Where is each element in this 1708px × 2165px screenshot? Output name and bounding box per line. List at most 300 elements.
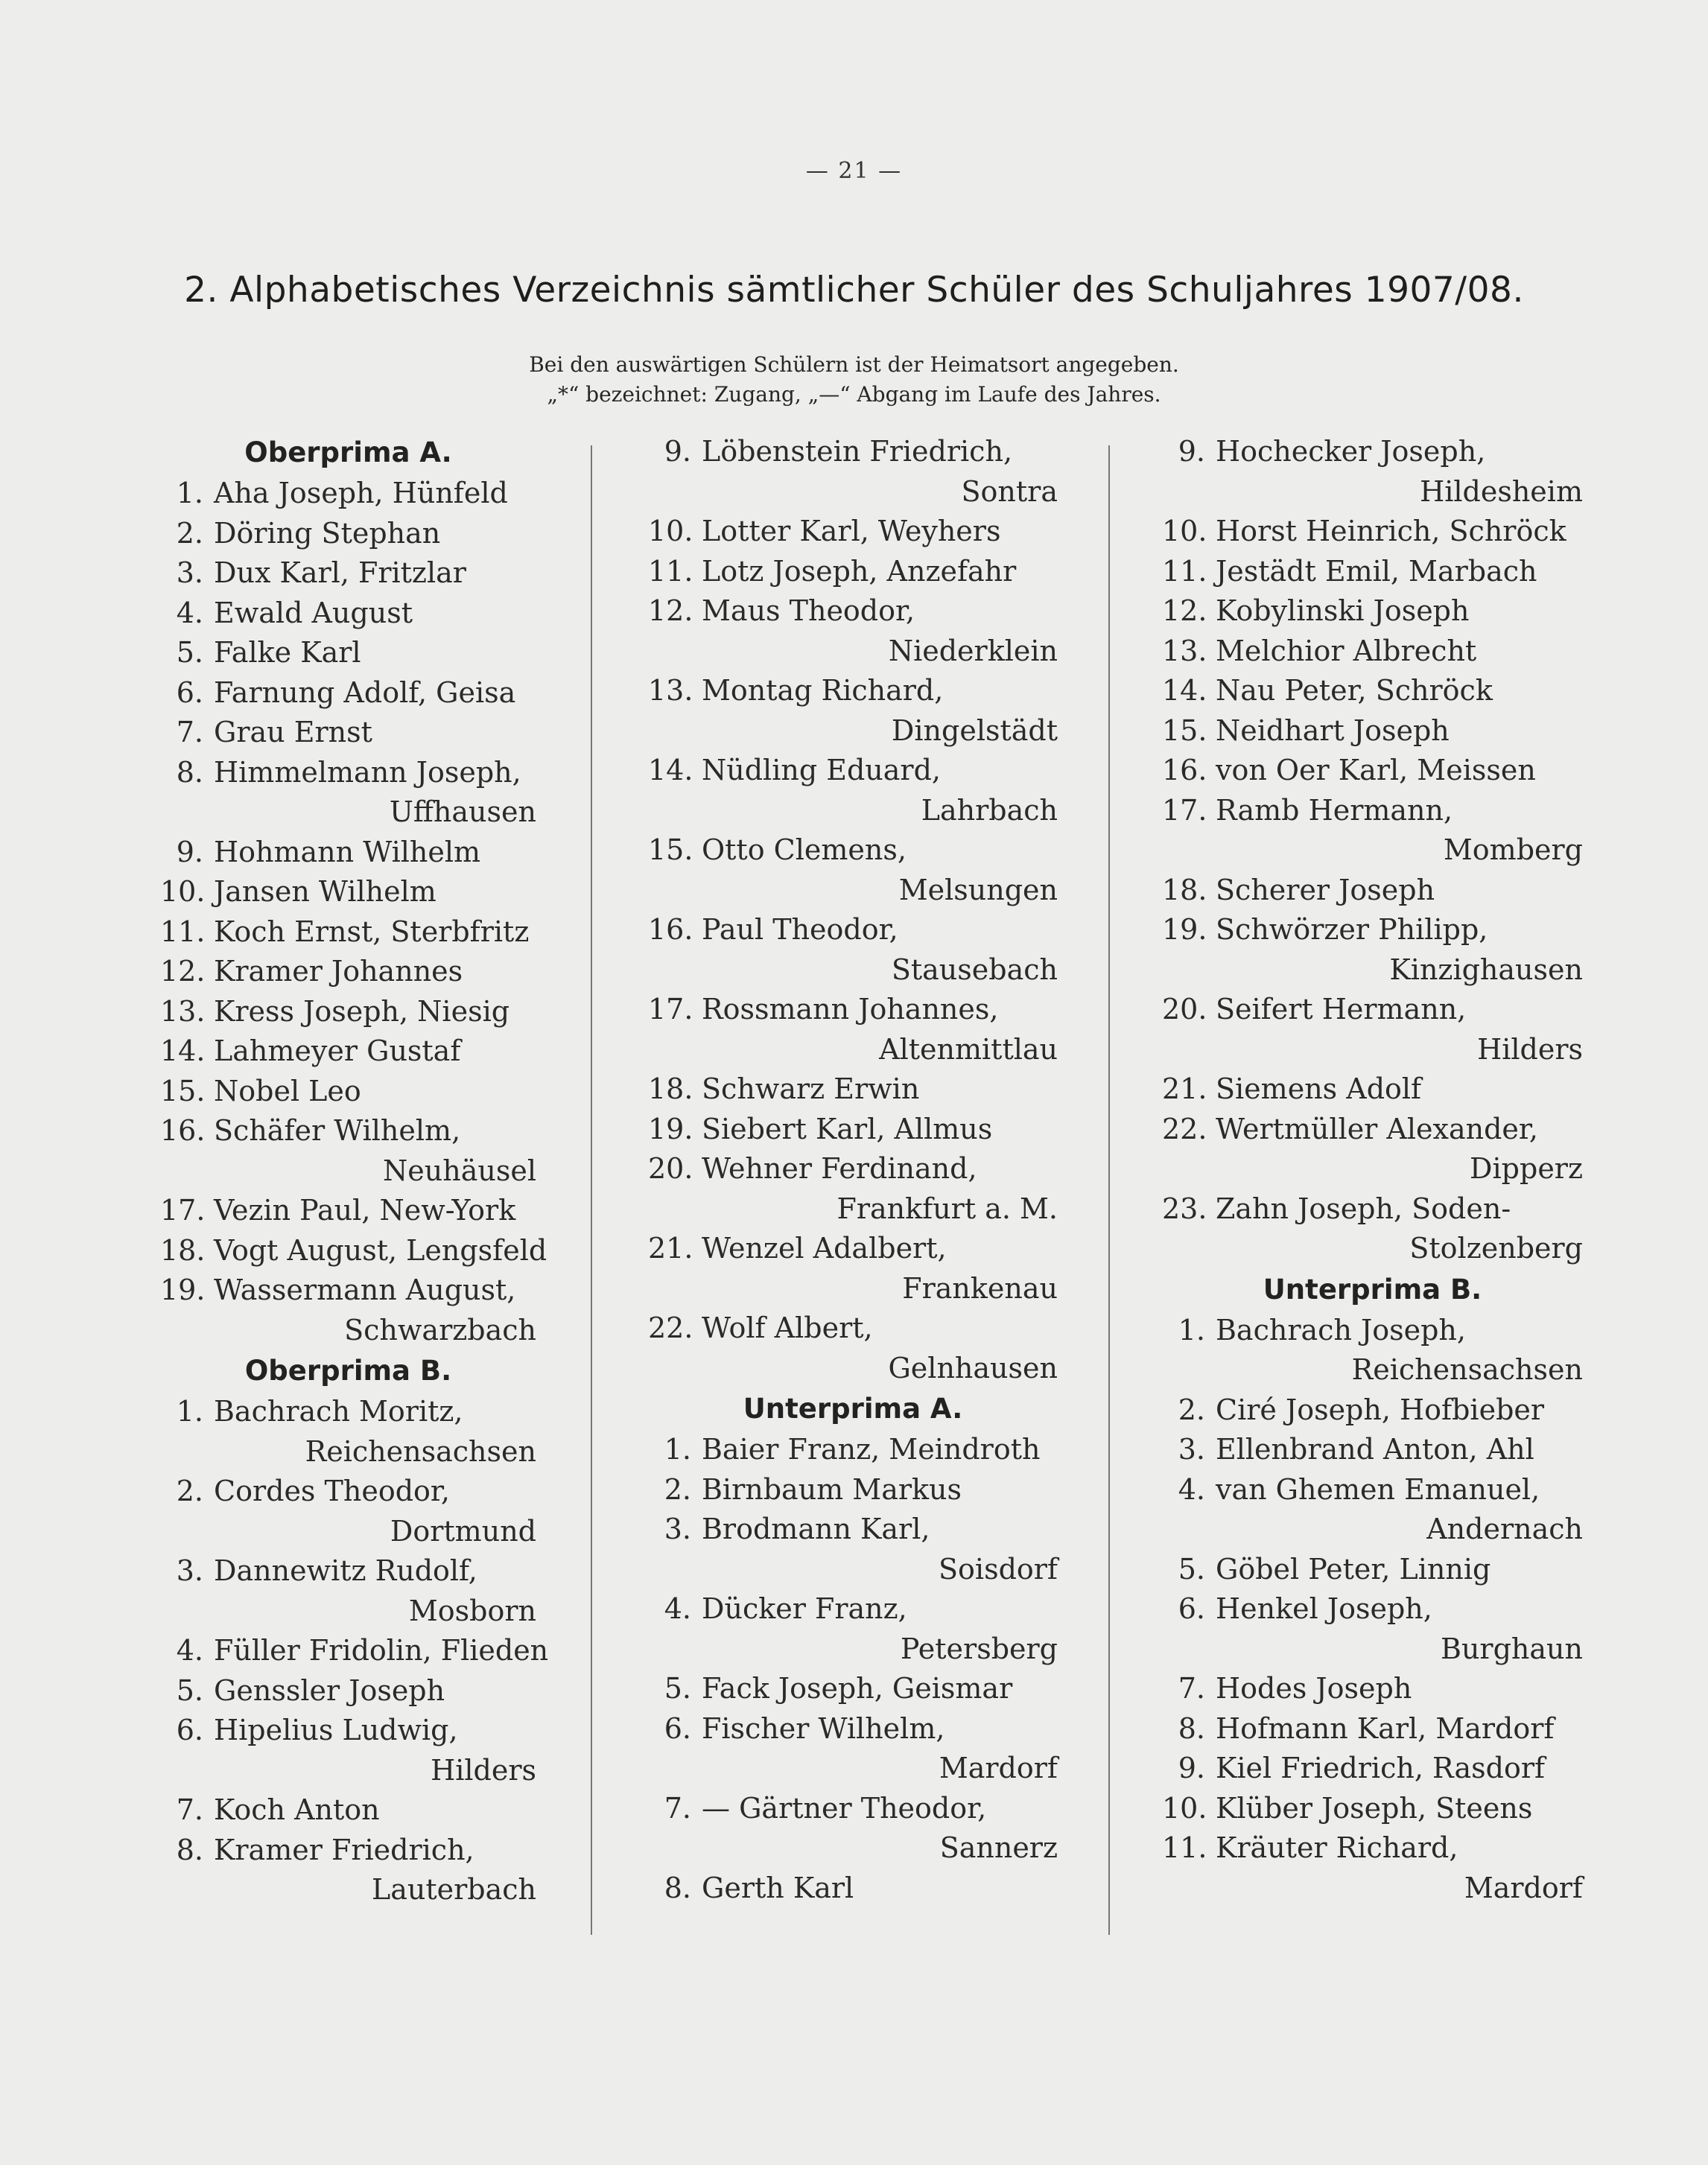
entry-number: 2. [664,1472,691,1506]
column-3 [1162,432,1583,1908]
student-name: Farnung Adolf, Geisa [214,675,516,709]
student-entry [648,1309,1058,1388]
entry-line [1162,1189,1583,1230]
student-entry [1162,432,1583,512]
student-hometown: Niederklein [888,634,1058,667]
student-hometown: Reichensachsen [1351,1353,1583,1386]
student-name: Wolf Albert, [702,1312,873,1344]
entry-number: 20. [1162,993,1207,1026]
student-entry [648,1470,1058,1510]
entry-number: 16. [648,913,693,946]
student-name: Grau Ernst [214,716,372,748]
entry-line [1162,1110,1583,1150]
entry-line [160,1472,536,1512]
student-entry [1162,1749,1583,1789]
student-name: Nobel Leo [214,1074,361,1107]
entry-line [1162,1550,1583,1590]
entry-number: 8. [176,755,203,789]
entry-line [648,1470,1058,1510]
entry-line [160,1790,536,1831]
entry-number: 9. [176,835,203,868]
student-hometown: Hilders [1477,1032,1583,1066]
entry-line [648,552,1058,592]
entry-number: 7. [176,716,203,748]
student-hometown: Frankfurt a. M. [836,1192,1058,1225]
student-hometown: Dortmund [390,1514,536,1548]
student-hometown: Sannerz [939,1831,1058,1864]
entry-line [160,1111,536,1151]
student-entry [160,1551,536,1631]
entry-line [1162,1311,1583,1351]
student-entry [1162,512,1583,552]
student-hometown: Soisdorf [939,1552,1058,1586]
entry-line [160,1831,536,1871]
entry-line [1162,512,1583,552]
entry-line [1162,990,1583,1030]
entry-line [1162,751,1583,791]
entry-line [648,1789,1058,1829]
entry-line [160,673,536,713]
entry-line [648,512,1058,552]
section [1162,432,1583,1269]
student-hometown: Dipperz [1470,1152,1583,1185]
entry-line [648,910,1058,950]
student-hometown: Uffhausen [389,795,536,828]
entry-line [648,1709,1058,1749]
entry-number: 18. [648,1072,693,1105]
student-name: Paul Theodor, [702,913,898,946]
student-name: Kräuter Richard, [1216,1831,1458,1864]
student-hometown: Dingelstädt [891,713,1058,747]
entry-number: 11. [648,554,693,588]
entry-number: 19. [1162,913,1207,946]
student-entry [648,1149,1058,1229]
entry-line [1162,671,1583,711]
student-entry [160,1231,547,1271]
student-hometown: Mosborn [408,1594,536,1627]
entry-line [1162,1749,1583,1789]
student-name: Wertmüller Alexander, [1216,1112,1538,1145]
page-number: — 21 — [805,158,903,184]
student-name: Gerth Karl [702,1871,854,1904]
student-entry [648,1510,1058,1589]
entry-number: 9. [664,435,691,468]
student-hometown: Reichensachsen [305,1434,536,1468]
entry-number: 7. [664,1791,691,1825]
entry-line [1162,1669,1583,1709]
student-name: Brodmann Karl, [702,1513,930,1545]
entry-number: 6. [176,1714,203,1746]
entry-line [1162,871,1583,911]
student-entry [160,1072,536,1112]
student-hometown: Momberg [1443,833,1583,866]
student-entry [1162,1069,1583,1110]
column-divider-left [591,445,592,1935]
entry-number: 17. [1162,793,1207,827]
student-hometown: Kinzighausen [1389,953,1583,986]
entry-number: 12. [160,955,206,988]
student-hometown: Petersberg [900,1632,1058,1665]
student-name: Koch Anton [214,1793,380,1826]
student-entry [160,1392,536,1472]
student-entry [1162,1709,1583,1749]
entry-line [160,594,536,634]
entry-line [1162,632,1583,672]
entry-number: 10. [160,875,206,908]
student-name: Dux Karl, Fritzlar [214,556,466,589]
student-name: Schwarz Erwin [702,1072,920,1105]
entry-number: 9. [1178,435,1205,468]
entry-number: 4. [176,1634,203,1667]
student-entry [1162,1470,1583,1550]
student-entry [1162,711,1583,751]
entry-number: 10. [1162,515,1207,547]
entry-line [648,671,1058,711]
student-entry [1162,591,1583,632]
entry-line [1162,1430,1583,1470]
student-name: Montag Richard, [702,674,944,707]
entry-number: 16. [160,1114,206,1147]
entry-number: 1. [1178,1313,1205,1347]
student-entry [160,952,536,992]
student-name: Hipelius Ludwig, [214,1714,458,1746]
student-entry [160,1271,536,1350]
student-entry [1162,1589,1583,1669]
entry-number: 5. [176,1673,203,1707]
entry-line [160,1711,536,1751]
entry-line [160,553,536,594]
student-entry [648,1430,1058,1470]
student-hometown: Hildesheim [1420,474,1583,508]
student-entry [160,514,536,554]
entry-number: 1. [176,477,203,509]
entry-line [648,1110,1058,1150]
entry-number: 10. [648,515,693,547]
student-name: Falke Karl [214,636,361,669]
student-entry [648,1229,1058,1309]
column-divider-right [1108,445,1110,1935]
entry-line [160,992,536,1032]
student-name: Göbel Peter, Linnig [1216,1552,1491,1586]
column-1 [160,432,549,1910]
student-entry [648,751,1058,830]
student-name: Scherer Joseph [1216,873,1435,906]
entry-number: 18. [160,1233,206,1267]
entry-line [160,1231,547,1271]
entry-number: 8. [176,1833,203,1866]
student-name: — Gärtner Theodor, [702,1791,987,1825]
student-entry [648,512,1058,552]
student-name: Birnbaum Markus [702,1472,962,1506]
student-name: Ciré Joseph, Hofbieber [1216,1393,1545,1426]
entry-line [648,1430,1058,1470]
student-entry [1162,671,1583,711]
student-name: Lotz Joseph, Anzefahr [702,554,1017,588]
student-entry [160,992,536,1032]
entry-number: 2. [176,516,203,550]
entry-line [1162,1789,1583,1829]
student-hometown: Schwarzbach [344,1313,536,1347]
student-entry [1162,1550,1583,1590]
student-hometown: Burghaun [1441,1632,1583,1665]
entry-number: 18. [1162,873,1207,906]
student-name: Baier Franz, Meindroth [702,1433,1041,1466]
entry-number: 21. [648,1232,693,1265]
entry-number: 14. [1162,674,1207,707]
student-entry [648,1110,1058,1150]
student-entry [1162,1789,1583,1829]
student-name: Vogt August, Lengsfeld [214,1233,547,1267]
entry-number: 14. [160,1034,206,1067]
student-entry [648,1709,1058,1789]
student-name: Klüber Joseph, Steens [1216,1791,1533,1825]
student-entry [1162,552,1583,592]
student-entry [1162,1828,1583,1908]
student-name: Füller Fridolin, Flieden [214,1634,549,1667]
entry-line [160,713,536,753]
student-name: Maus Theodor, [702,594,915,627]
page-title: 2. Alphabetisches Verzeichnis sämtlicher Schüler des Schuljahres 1907/08. [184,270,1524,311]
student-hometown: Sontra [961,474,1058,508]
student-entry [160,1111,536,1191]
student-name: Hohmann Wilhelm [214,835,481,868]
student-name: Koch Ernst, Sterbfritz [214,915,530,948]
student-entry [160,1472,536,1551]
entry-line [160,912,536,953]
student-name: von Oer Karl, Meissen [1216,754,1536,786]
student-name: Döring Stephan [214,516,441,550]
section [1162,1269,1583,1909]
entry-number: 17. [648,993,693,1026]
student-entry [160,713,536,753]
entry-number: 6. [176,675,203,709]
student-name: Wenzel Adalbert, [702,1232,947,1265]
student-entry [160,1711,536,1790]
entry-number: 15. [648,833,693,866]
entry-line [648,1229,1058,1269]
entry-number: 19. [160,1274,206,1306]
student-name: Dannewitz Rudolf, [214,1554,477,1587]
entry-number: 11. [160,915,206,948]
student-name: Schäfer Wilhelm, [214,1114,461,1147]
student-entry [160,1671,536,1711]
student-hometown: Gelnhausen [888,1351,1058,1384]
entry-number: 13. [160,994,206,1028]
student-hometown: Mardorf [1464,1871,1583,1904]
entry-line [1162,432,1583,472]
entry-number: 10. [1162,1791,1207,1825]
student-entry [1162,1669,1583,1709]
student-entry [1162,910,1583,990]
entry-line [1162,910,1583,950]
student-entry [160,1831,536,1910]
student-entry [1162,1311,1583,1390]
entry-line [648,432,1058,472]
student-name: Kobylinski Joseph [1216,594,1470,627]
entry-line [160,1072,536,1112]
student-hometown: Stolzenberg [1409,1232,1583,1265]
section [648,1388,1058,1908]
entry-number: 23. [1162,1192,1207,1225]
entry-number: 7. [1178,1672,1205,1705]
student-name: Neidhart Joseph [1216,713,1450,747]
entry-line [1162,1069,1583,1110]
student-name: Nau Peter, Schröck [1216,674,1493,707]
student-entry [648,1669,1058,1709]
student-name: Vezin Paul, New-York [214,1194,516,1227]
student-name: Hochecker Joseph, [1216,435,1486,468]
entry-line [160,514,536,554]
student-name: van Ghemen Emanuel, [1216,1472,1540,1506]
student-name: Fischer Wilhelm, [702,1711,945,1745]
entry-number: 22. [1162,1112,1207,1145]
student-name: Fack Joseph, Geismar [702,1672,1013,1705]
student-entry [160,1790,536,1831]
entry-line [160,1031,536,1072]
entry-line [648,1510,1058,1550]
student-name: Bachrach Moritz, [214,1395,463,1428]
student-entry [1162,1110,1583,1189]
student-entry [1162,871,1583,911]
entry-number: 6. [1178,1592,1205,1625]
entry-line [1162,1390,1583,1431]
student-name: Hofmann Karl, Mardorf [1216,1711,1555,1745]
student-entry [160,1031,536,1072]
student-hometown: Frankenau [902,1271,1058,1305]
entry-number: 4. [1178,1472,1205,1506]
section-heading: Oberprima A. [244,436,452,468]
student-name: Kramer Johannes [214,955,463,988]
student-name: Horst Heinrich, Schröck [1216,515,1566,547]
entry-line [160,1392,536,1432]
entry-number: 5. [1178,1552,1205,1586]
student-entry [648,1069,1058,1110]
student-entry [1162,632,1583,672]
student-entry [160,1191,536,1231]
student-name: Otto Clemens, [702,833,907,866]
student-name: Dücker Franz, [702,1592,907,1625]
student-entry [160,553,536,594]
entry-line [160,753,536,793]
student-name: Kiel Friedrich, Rasdorf [1216,1752,1546,1784]
entry-line [160,872,536,912]
student-entry [648,591,1058,671]
student-entry [648,671,1058,751]
student-entry [648,1869,1058,1909]
entry-number: 15. [160,1074,206,1107]
section [160,1350,549,1910]
student-name: Siebert Karl, Allmus [702,1112,993,1145]
entry-number: 4. [176,596,203,629]
student-entry [1162,751,1583,791]
student-entry [1162,1430,1583,1470]
entry-line [648,990,1058,1030]
entry-number: 2. [1178,1393,1205,1426]
entry-line [1162,552,1583,592]
student-entry [648,830,1058,910]
student-entry [648,990,1058,1069]
student-hometown: Neuhäusel [383,1154,536,1187]
entry-line [160,952,536,992]
student-entry [648,1589,1058,1669]
student-name: Melchior Albrecht [1216,634,1477,667]
entry-line [648,591,1058,632]
student-name: Seifert Hermann, [1216,993,1467,1026]
student-hometown: Melsungen [898,873,1058,906]
note-hometown: Bei den auswärtigen Schülern ist der Heimatsort angegeben. [529,352,1179,377]
entry-number: 11. [1162,554,1207,588]
student-hometown: Andernach [1426,1513,1583,1545]
student-entry [160,1631,549,1671]
student-entry [160,872,536,912]
student-name: Löbenstein Friedrich, [702,435,1013,468]
student-hometown: Lahrbach [921,793,1058,827]
section-heading: Unterprima B. [1263,1273,1482,1306]
entry-number: 20. [648,1152,693,1185]
student-name: Zahn Joseph, Soden- [1216,1192,1511,1225]
entry-number: 1. [664,1433,691,1466]
student-entry [1162,1189,1583,1269]
entry-line [1162,711,1583,751]
entry-line [160,633,536,673]
entry-line [1162,1470,1583,1510]
entry-number: 13. [1162,634,1207,667]
student-name: Lahmeyer Gustaf [214,1034,461,1067]
entry-number: 2. [176,1475,203,1507]
student-entry [160,673,536,713]
entry-number: 8. [664,1871,691,1904]
section-heading: Oberprima B. [244,1355,452,1387]
entry-number: 3. [664,1513,691,1545]
entry-number: 7. [176,1793,203,1826]
entry-line [160,1271,536,1311]
student-entry [648,552,1058,592]
student-name: Nüdling Eduard, [702,754,941,786]
student-name: Schwörzer Philipp, [1216,913,1488,946]
entry-line [1162,791,1583,831]
student-entry [648,432,1058,512]
student-name: Kramer Friedrich, [214,1833,474,1866]
column-2 [648,432,1058,1908]
student-name: Siemens Adolf [1216,1072,1422,1105]
section [648,432,1058,1388]
student-entry [648,910,1058,990]
student-name: Bachrach Joseph, [1216,1313,1466,1347]
student-name: Wassermann August, [214,1274,516,1306]
note-symbols: „*“ bezeichnet: Zugang, „—“ Abgang im Laufe des Jahres. [547,382,1161,407]
student-name: Ewald August [214,596,413,629]
entry-number: 5. [176,636,203,669]
entry-line [648,1869,1058,1909]
entry-line [160,833,536,873]
entry-number: 12. [1162,594,1207,627]
student-name: Himmelmann Joseph, [214,755,521,789]
section-heading: Unterprima A. [743,1393,963,1425]
student-hometown: Mardorf [939,1752,1058,1784]
entry-line [1162,591,1583,632]
entry-number: 8. [1178,1711,1205,1745]
entry-number: 19. [648,1112,693,1145]
student-name: Rossmann Johannes, [702,993,999,1026]
entry-number: 5. [664,1672,691,1705]
entry-number: 14. [648,754,693,786]
student-name: Lotter Karl, Weyhers [702,515,1001,547]
entry-line [1162,1589,1583,1630]
student-hometown: Stausebach [891,953,1058,986]
entry-line [648,1069,1058,1110]
student-name: Kress Joseph, Niesig [214,994,510,1028]
entry-number: 6. [664,1711,691,1745]
